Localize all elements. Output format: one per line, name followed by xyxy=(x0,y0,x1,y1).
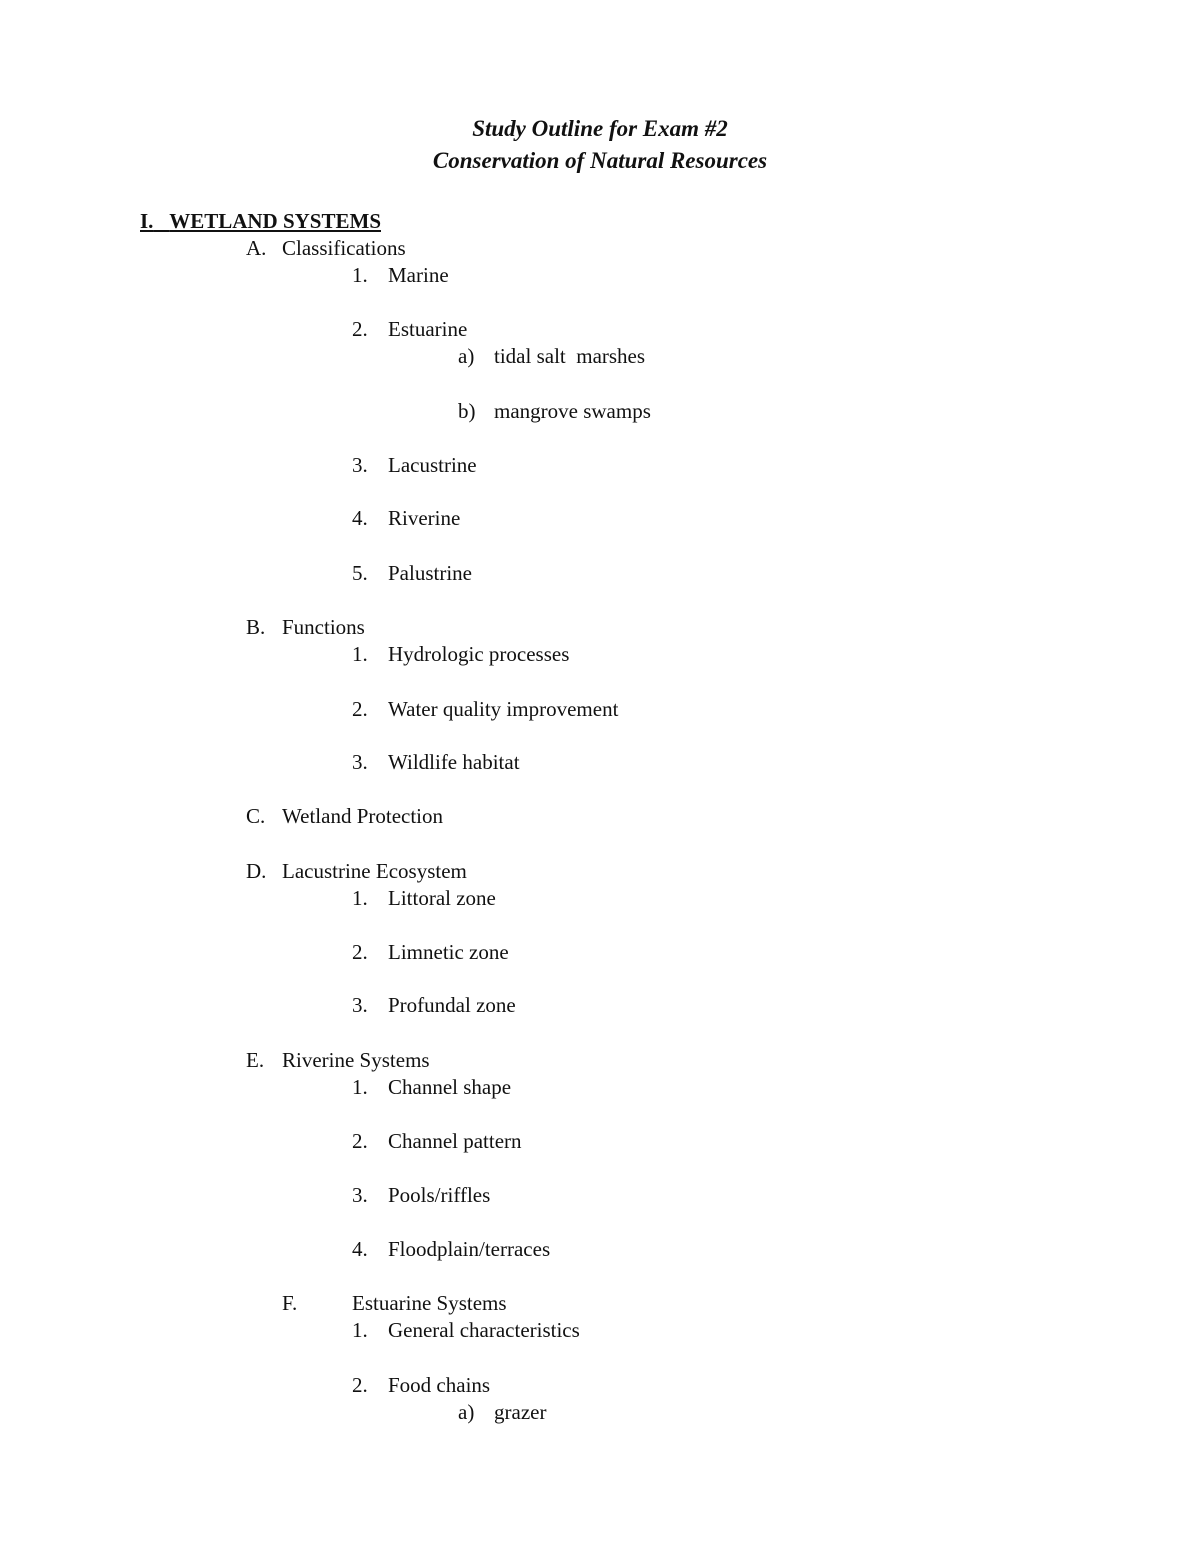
item-marker: a) xyxy=(458,1400,475,1424)
item-text: tidal salt marshes xyxy=(494,344,646,368)
item-text: General characteristics xyxy=(388,1318,580,1342)
item-marker: 1. xyxy=(352,886,368,910)
item-text: Food chains xyxy=(388,1373,491,1397)
item-text: Channel pattern xyxy=(388,1129,522,1153)
item-text: Limnetic zone xyxy=(388,940,509,964)
item-marker: 2. xyxy=(352,1373,368,1397)
item-marker: 3. xyxy=(352,1183,368,1207)
item-marker: B. xyxy=(246,615,266,639)
item-marker: 2. xyxy=(352,317,368,341)
item-text: Pools/riffles xyxy=(388,1183,491,1207)
item-text: Lacustrine Ecosystem xyxy=(282,859,467,883)
item-marker: 1. xyxy=(352,263,368,287)
item-text: Palustrine xyxy=(388,561,472,585)
item-marker: b) xyxy=(458,399,476,423)
item-text: Profundal zone xyxy=(388,993,516,1017)
item-marker: F. xyxy=(282,1291,298,1315)
section-marker: I. xyxy=(140,209,154,233)
item-marker: 3. xyxy=(352,453,368,477)
item-text: Estuarine xyxy=(388,317,468,341)
item-marker: 2. xyxy=(352,697,368,721)
item-marker: 4. xyxy=(352,1237,368,1261)
item-marker: 1. xyxy=(352,642,368,666)
item-text: Classifications xyxy=(282,236,406,260)
item-text: Hydrologic processes xyxy=(388,642,570,666)
item-text: grazer xyxy=(494,1400,547,1424)
item-marker: a) xyxy=(458,344,475,368)
item-text: Wildlife habitat xyxy=(388,750,520,774)
item-text: Water quality improvement xyxy=(388,697,619,721)
item-text: Riverine xyxy=(388,506,461,530)
item-marker: 1. xyxy=(352,1075,368,1099)
item-marker: 4. xyxy=(352,506,368,530)
item-text: Lacustrine xyxy=(388,453,477,477)
item-marker: E. xyxy=(246,1048,265,1072)
item-marker: 2. xyxy=(352,1129,368,1153)
section-heading xyxy=(140,209,381,234)
item-marker: C. xyxy=(246,804,266,828)
item-marker: A. xyxy=(246,236,267,260)
section-title: WETLAND SYSTEMS xyxy=(169,209,381,233)
item-marker: 2. xyxy=(352,940,368,964)
item-marker: D. xyxy=(246,859,267,883)
document-subtitle: Conservation of Natural Resources xyxy=(432,148,768,173)
item-marker: 5. xyxy=(352,561,368,585)
item-marker: 3. xyxy=(352,993,368,1017)
item-text: Channel shape xyxy=(388,1075,512,1099)
document-title: Study Outline for Exam #2 xyxy=(472,116,728,141)
item-text: Estuarine Systems xyxy=(352,1291,507,1315)
item-text: Floodplain/terraces xyxy=(388,1237,551,1261)
item-text: Wetland Protection xyxy=(282,804,444,828)
item-marker: 1. xyxy=(352,1318,368,1342)
item-marker: 3. xyxy=(352,750,368,774)
item-text: Riverine Systems xyxy=(282,1048,430,1072)
item-text: mangrove swamps xyxy=(494,399,651,423)
item-text: Marine xyxy=(388,263,449,287)
item-text: Littoral zone xyxy=(388,886,496,910)
item-text: Functions xyxy=(282,615,365,639)
